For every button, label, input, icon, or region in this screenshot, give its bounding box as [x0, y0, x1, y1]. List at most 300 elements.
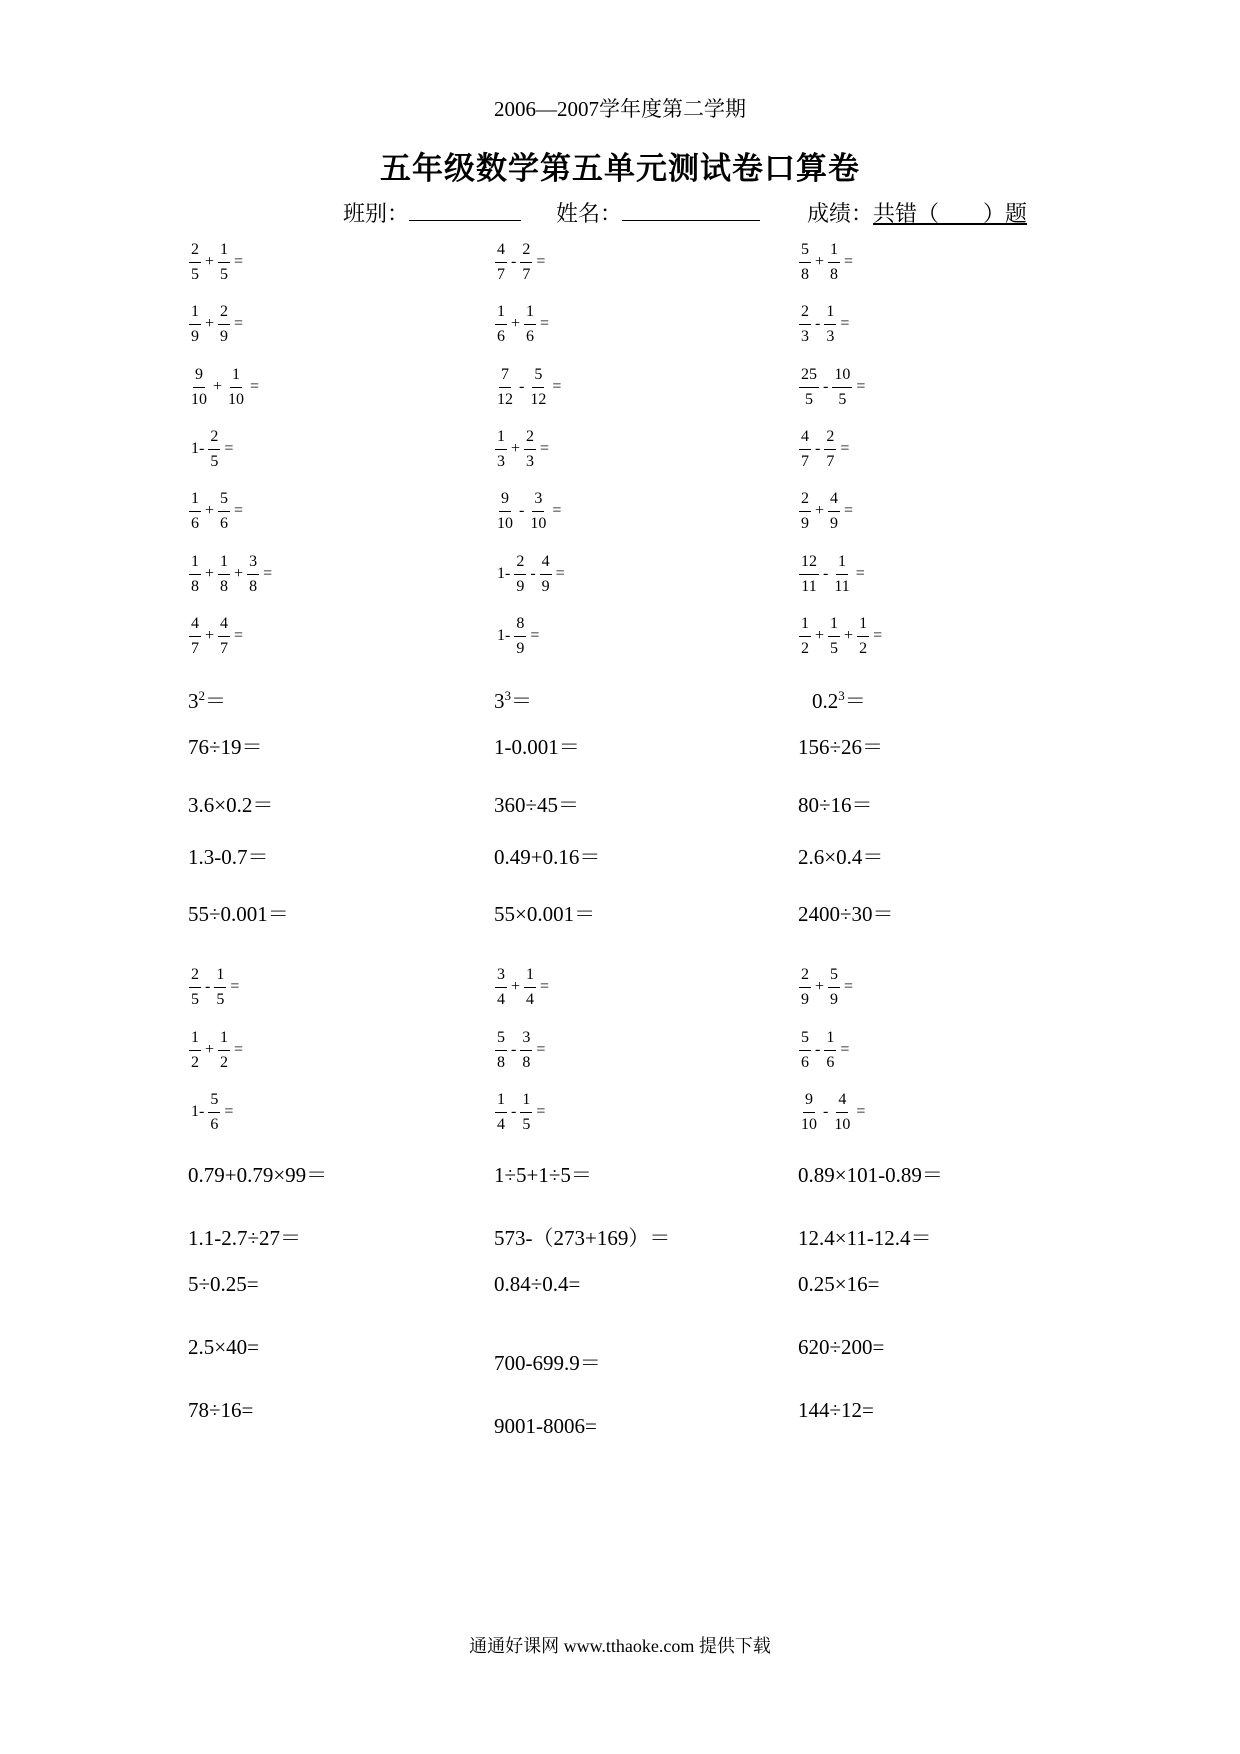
problem-item — [798, 1380, 874, 1440]
problem-text: 80÷16＝ — [798, 793, 873, 817]
problem-item — [798, 1082, 868, 1142]
problem-item — [494, 294, 552, 354]
denominator: 7 — [801, 452, 809, 470]
problem-item — [494, 481, 564, 541]
numerator: 4 — [495, 238, 507, 263]
fraction — [524, 963, 536, 1012]
operator: 1- — [497, 565, 511, 582]
problem-item — [494, 232, 548, 292]
numerator: 2 — [824, 425, 836, 450]
numerator: 5 — [799, 1026, 811, 1051]
numerator: 1 — [189, 300, 201, 325]
denominator: 9 — [191, 327, 199, 345]
fraction — [528, 487, 548, 536]
denominator: 3 — [801, 327, 809, 345]
problem-item — [494, 544, 568, 604]
fraction — [495, 425, 507, 474]
numerator: 9 — [803, 1088, 815, 1113]
problem-text: 0.89×101-0.89＝ — [798, 1163, 943, 1187]
denominator: 11 — [834, 577, 850, 595]
operator: = — [552, 378, 562, 395]
denominator: 8 — [191, 577, 199, 595]
problem-item — [798, 1317, 884, 1377]
numerator: 5 — [218, 487, 230, 512]
operator: = — [856, 378, 866, 395]
denominator: 7 — [826, 452, 835, 470]
operator: + — [511, 315, 521, 332]
problem-text: 0.25×16= — [798, 1271, 880, 1296]
problem-text: 1-0.001＝ — [494, 735, 580, 759]
operator: - — [823, 565, 829, 582]
denominator: 5 — [220, 265, 229, 283]
operator: + — [815, 627, 825, 644]
numerator: 2 — [514, 550, 526, 575]
denominator: 3 — [526, 452, 535, 470]
problem-text: 55×0.001＝ — [494, 902, 596, 926]
operator: = — [230, 978, 240, 995]
problem-item — [494, 1332, 601, 1392]
problem-text: 0.49+0.16＝ — [494, 845, 601, 869]
fraction — [208, 1088, 220, 1137]
denominator: 6 — [526, 327, 535, 345]
fraction — [799, 1026, 811, 1075]
power-base: 3 — [188, 689, 199, 713]
numerator: 10 — [832, 363, 852, 388]
problem-item — [188, 1020, 246, 1080]
operator: = — [540, 978, 550, 995]
operator: + — [511, 978, 521, 995]
operator: + — [815, 253, 825, 270]
operator: + — [205, 315, 215, 332]
problem-item — [798, 544, 868, 604]
problem-item — [494, 419, 552, 479]
denominator: 3 — [826, 327, 835, 345]
fraction — [520, 1026, 532, 1075]
numerator: 1 — [828, 238, 840, 263]
numerator: 1 — [495, 425, 507, 450]
problem-item — [188, 826, 269, 886]
operator: = — [844, 978, 854, 995]
fraction — [189, 300, 201, 349]
problem-text: 0.84÷0.4= — [494, 1271, 581, 1296]
operator: + — [205, 627, 215, 644]
denominator: 8 — [497, 1053, 505, 1071]
operator: = — [552, 502, 562, 519]
numerator: 4 — [828, 487, 840, 512]
fraction — [857, 612, 869, 661]
problem-text: 9001-8006= — [494, 1413, 597, 1438]
denominator: 5 — [216, 990, 225, 1008]
problem-item — [798, 716, 883, 776]
numerator: 2 — [189, 963, 201, 988]
denominator: 10 — [228, 390, 245, 408]
numerator: 3 — [532, 487, 544, 512]
operator: - — [823, 1103, 829, 1120]
fraction — [495, 363, 515, 412]
fraction — [799, 363, 819, 412]
numerator: 4 — [189, 612, 201, 637]
denominator: 9 — [541, 577, 550, 595]
problem-item — [188, 883, 289, 943]
power-exponent: 3 — [838, 688, 845, 703]
denominator: 10 — [834, 1115, 851, 1133]
problem-item — [798, 419, 852, 479]
operator: + — [511, 440, 521, 457]
numerator: 9 — [499, 487, 511, 512]
operator: - — [511, 1103, 517, 1120]
numerator: 1 — [189, 487, 201, 512]
problem-text: 3.6×0.2＝ — [188, 793, 274, 817]
numerator: 7 — [499, 363, 511, 388]
fraction — [218, 550, 230, 599]
class-label: 班别： — [343, 201, 410, 226]
operator: = — [234, 502, 244, 519]
operator: = — [224, 440, 234, 457]
problem-text: 5÷0.25= — [188, 1271, 259, 1296]
power-base: 3 — [494, 689, 505, 713]
operator: = — [250, 378, 260, 395]
denominator: 12 — [530, 390, 547, 408]
denominator: 9 — [801, 990, 809, 1008]
problem-text: 2.6×0.4＝ — [798, 845, 884, 869]
equals-sign: ＝ — [844, 689, 866, 713]
fraction — [524, 425, 536, 474]
operator: = — [840, 1041, 850, 1058]
operator: - — [205, 978, 211, 995]
denominator: 10 — [191, 390, 207, 408]
numerator: 4 — [836, 1088, 848, 1113]
problem-text: 2.5×40= — [188, 1334, 259, 1359]
operator: = — [234, 627, 244, 644]
operator: + — [205, 565, 215, 582]
power-base: 0.2 — [812, 689, 839, 713]
numerator: 1 — [218, 550, 230, 575]
denominator: 5 — [191, 990, 199, 1008]
denominator: 6 — [826, 1053, 835, 1071]
problem-item — [494, 1396, 597, 1456]
numerator: 4 — [540, 550, 552, 575]
numerator: 1 — [828, 612, 840, 637]
numerator: 1 — [230, 363, 242, 388]
problem-text: 620÷200= — [798, 1334, 885, 1359]
problem-text: 12.4×11-12.4＝ — [798, 1226, 932, 1250]
power-expression — [188, 685, 226, 715]
numerator: 4 — [799, 425, 811, 450]
fraction — [799, 612, 811, 661]
denominator: 5 — [838, 390, 847, 408]
problem-item — [188, 957, 242, 1017]
operator: + — [815, 502, 825, 519]
denominator: 10 — [801, 1115, 817, 1133]
denominator: 12 — [497, 390, 513, 408]
numerator: 2 — [799, 963, 811, 988]
fraction — [540, 550, 552, 599]
problem-item — [494, 716, 580, 776]
denominator: 5 — [830, 639, 839, 657]
denominator: 9 — [801, 514, 809, 532]
fraction — [828, 963, 840, 1012]
page-title: 五年级数学第五单元测试卷口算卷 — [380, 151, 860, 186]
fraction — [218, 238, 230, 287]
numerator: 5 — [799, 238, 811, 263]
fraction — [799, 963, 811, 1012]
problem-item — [188, 1317, 259, 1377]
denominator: 6 — [220, 514, 229, 532]
problem-text: 1.1-2.7÷27＝ — [188, 1226, 302, 1250]
operator: - — [519, 502, 525, 519]
equals-sign: ＝ — [205, 689, 226, 713]
numerator: 8 — [514, 612, 526, 637]
operator: = — [844, 502, 854, 519]
denominator: 7 — [522, 265, 531, 283]
operator: = — [234, 315, 244, 332]
fraction — [514, 550, 526, 599]
operator: = — [224, 1103, 234, 1120]
numerator: 1 — [520, 1088, 532, 1113]
fraction — [799, 550, 819, 599]
denominator: 4 — [497, 990, 505, 1008]
fraction — [828, 487, 840, 536]
problem-text: 0.79+0.79×99＝ — [188, 1163, 328, 1187]
problem-item — [494, 357, 564, 417]
denominator: 8 — [249, 577, 258, 595]
problem-item — [188, 544, 275, 604]
problem-text: 573-（273+169）＝ — [494, 1226, 671, 1250]
fraction — [189, 550, 201, 599]
problem-text: 76÷19＝ — [188, 735, 263, 759]
problem-text: 55÷0.001＝ — [188, 902, 289, 926]
fraction — [218, 1026, 230, 1075]
score-text: 共错（ ）题 — [873, 201, 1028, 226]
numerator: 1 — [218, 1026, 230, 1051]
fraction — [799, 238, 811, 287]
operator: - — [815, 315, 821, 332]
operator: = — [855, 565, 865, 582]
numerator: 1 — [836, 550, 848, 575]
operator: + — [213, 378, 223, 395]
denominator: 9 — [830, 990, 839, 1008]
problem-item — [188, 1144, 327, 1204]
denominator: 8 — [801, 265, 809, 283]
operator: = — [536, 253, 546, 270]
problem-text: 78÷16= — [188, 1397, 254, 1422]
numerator: 3 — [495, 963, 507, 988]
fraction — [495, 300, 507, 349]
fraction — [218, 487, 230, 536]
operator: + — [234, 565, 244, 582]
problem-item — [494, 1144, 592, 1204]
problem-item — [188, 1254, 259, 1314]
fraction — [514, 612, 526, 661]
fraction — [495, 963, 507, 1012]
operator: + — [205, 253, 215, 270]
numerator: 3 — [247, 550, 259, 575]
numerator: 9 — [193, 363, 205, 388]
operator: - — [511, 1041, 517, 1058]
operator: 1- — [191, 1103, 205, 1120]
fraction — [214, 963, 226, 1012]
operator: + — [205, 502, 215, 519]
operator: = — [540, 440, 550, 457]
fraction — [520, 238, 532, 287]
denominator: 8 — [522, 1053, 531, 1071]
problem-item — [798, 232, 856, 292]
numerator: 2 — [799, 300, 811, 325]
fraction — [495, 238, 507, 287]
problem-item — [798, 294, 852, 354]
fraction — [189, 487, 201, 536]
operator: = — [856, 1103, 866, 1120]
operator: = — [530, 627, 540, 644]
operator: - — [519, 378, 525, 395]
numerator: 4 — [218, 612, 230, 637]
operator: = — [540, 315, 550, 332]
fraction — [189, 238, 201, 287]
fraction — [247, 550, 259, 599]
fraction — [495, 487, 515, 536]
numerator: 1 — [799, 612, 811, 637]
fraction — [824, 425, 836, 474]
problem-text: 144÷12= — [798, 1397, 874, 1422]
fraction — [524, 300, 536, 349]
problem-text: 1.3-0.7＝ — [188, 845, 269, 869]
problem-text: 1÷5+1÷5＝ — [494, 1163, 592, 1187]
problem-item — [188, 1082, 236, 1142]
fraction — [189, 963, 201, 1012]
fraction — [218, 612, 230, 661]
numerator: 2 — [218, 300, 230, 325]
problem-text: 2400÷30＝ — [798, 902, 894, 926]
problem-item — [494, 1020, 548, 1080]
problem-text: 700-699.9＝ — [494, 1351, 601, 1375]
problem-item — [494, 1254, 580, 1314]
problem-item — [188, 419, 236, 479]
numerator: 5 — [495, 1026, 507, 1051]
fraction — [799, 1088, 819, 1137]
denominator: 9 — [830, 514, 839, 532]
denominator: 4 — [497, 1115, 505, 1133]
numerator: 3 — [520, 1026, 532, 1051]
operator: + — [815, 978, 825, 995]
fraction — [832, 550, 851, 599]
fraction — [226, 363, 246, 412]
denominator: 10 — [530, 514, 547, 532]
numerator: 1 — [524, 300, 536, 325]
operator: = — [263, 565, 273, 582]
fraction — [189, 1026, 201, 1075]
denominator: 6 — [801, 1053, 809, 1071]
problem-item — [494, 883, 595, 943]
operator: 1- — [497, 627, 511, 644]
operator: + — [844, 627, 854, 644]
power-expression — [812, 685, 866, 715]
fraction — [828, 612, 840, 661]
fraction — [495, 1088, 507, 1137]
footer-credit: 通通好课网 www.tthaoke.com 提供下载 — [469, 1636, 771, 1656]
fraction — [218, 300, 230, 349]
fraction — [828, 238, 840, 287]
numerator: 2 — [524, 425, 536, 450]
denominator: 9 — [220, 327, 229, 345]
name-blank[interactable] — [622, 198, 760, 221]
numerator: 5 — [828, 963, 840, 988]
problem-item — [188, 774, 273, 834]
denominator: 9 — [516, 639, 525, 657]
problem-item — [798, 606, 885, 666]
numerator: 5 — [208, 1088, 220, 1113]
operator: - — [815, 440, 821, 457]
problem-item — [494, 774, 579, 834]
operator: = — [873, 627, 883, 644]
denominator: 2 — [191, 1053, 199, 1071]
numerator: 5 — [532, 363, 544, 388]
numerator: 2 — [208, 425, 220, 450]
fraction — [189, 363, 209, 412]
problem-item — [798, 1020, 852, 1080]
denominator: 2 — [859, 639, 868, 657]
score-label: 成绩： — [807, 201, 874, 226]
operator: = — [536, 1041, 546, 1058]
problem-item — [494, 606, 542, 666]
fraction — [799, 425, 811, 474]
problem-item — [188, 1380, 253, 1440]
power-exponent: 2 — [198, 688, 205, 703]
fraction — [528, 363, 548, 412]
numerator: 1 — [214, 963, 226, 988]
numerator: 1 — [524, 963, 536, 988]
numerator: 1 — [857, 612, 869, 637]
class-blank[interactable] — [409, 198, 521, 221]
problem-item — [494, 826, 600, 886]
problem-item — [798, 957, 856, 1017]
operator: - — [511, 253, 517, 270]
denominator: 7 — [497, 265, 505, 283]
operator: - — [823, 378, 829, 395]
fraction — [520, 1088, 532, 1137]
operator: = — [234, 253, 244, 270]
denominator: 2 — [220, 1053, 229, 1071]
numerator: 12 — [799, 550, 819, 575]
problem-item — [798, 826, 883, 886]
problem-item — [798, 883, 894, 943]
fraction — [189, 612, 201, 661]
denominator: 5 — [805, 390, 813, 408]
problem-item — [798, 481, 856, 541]
denominator: 7 — [191, 639, 199, 657]
denominator: 6 — [191, 514, 199, 532]
denominator: 8 — [830, 265, 839, 283]
denominator: 4 — [526, 990, 535, 1008]
power-exponent: 3 — [504, 688, 511, 703]
problem-item — [188, 481, 246, 541]
fraction — [799, 300, 811, 349]
name-label: 姓名： — [556, 201, 623, 226]
denominator: 5 — [191, 265, 199, 283]
problem-item — [188, 716, 263, 776]
numerator: 1 — [495, 300, 507, 325]
equals-sign: ＝ — [511, 689, 532, 713]
power-expression — [494, 685, 532, 715]
fraction — [208, 425, 220, 474]
operator: - — [815, 1041, 821, 1058]
numerator: 1 — [824, 300, 836, 325]
numerator: 1 — [189, 1026, 201, 1051]
denominator: 2 — [801, 639, 809, 657]
numerator: 25 — [799, 363, 819, 388]
problem-item — [188, 606, 246, 666]
problem-item — [188, 232, 246, 292]
denominator: 9 — [516, 577, 525, 595]
